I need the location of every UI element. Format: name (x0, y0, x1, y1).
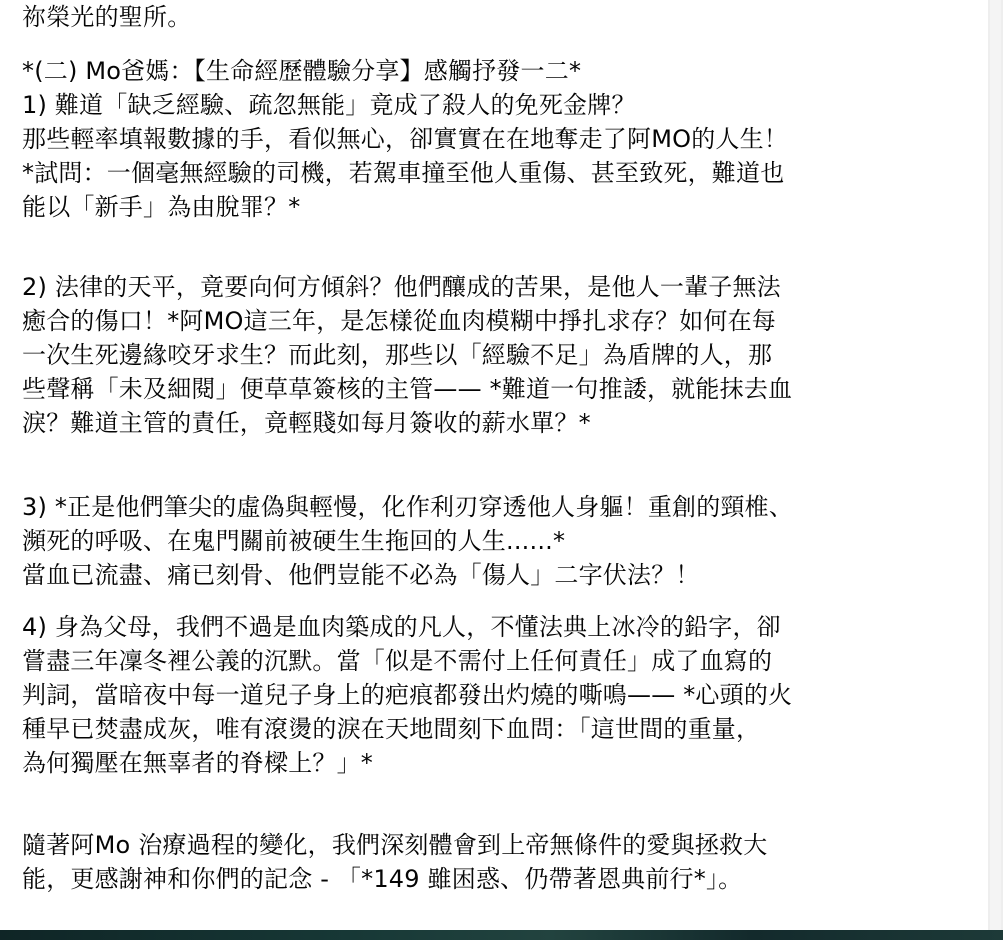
post-text-line: *(二) Mo爸媽：【生命經歷體驗分享】感觸抒發一二* (22, 57, 582, 85)
post-text-line: 瀕死的呼吸、在鬼門關前被硬生生拖回的人生......* (22, 527, 566, 555)
attached-photo[interactable] (0, 930, 1003, 940)
post-text-line: 淚？難道主管的責任，竟輕賤如每月簽收的薪水單？* (22, 409, 591, 437)
post-text-line: 種早已焚盡成灰，唯有滾燙的淚在天地間刻下血問：「這世間的重量， (22, 715, 761, 743)
vertical-scrollbar[interactable] (988, 0, 1003, 930)
post-paragraph (22, 828, 767, 896)
post-text-line: 些聲稱「未及細閱」便草草簽核的主管—— *難道一句推諉，就能抹去血 (22, 375, 793, 403)
scrollbar-thumb[interactable] (990, 0, 1001, 930)
post-text-line: 1) 難道「缺乏經驗、疏忽無能」竟成了殺人的免死金牌？ (22, 91, 636, 119)
post-text-line: 隨著阿Mo 治療過程的變化，我們深刻體會到上帝無條件的愛與拯救大 (22, 831, 768, 859)
post-text-line: 4) 身為父母，我們不過是血肉築成的凡人，不懂法典上冰冷的鉛字，卻 (22, 613, 781, 641)
post-text-line: 嘗盡三年凜冬裡公義的沉默。當「似是不需付上任何責任」成了血寫的 (22, 647, 773, 675)
post-text-line: 一次生死邊緣咬牙求生？而此刻，那些以「經驗不足」為盾牌的人，那 (22, 341, 773, 369)
post-paragraph (22, 270, 792, 440)
post-text-line: *試問：一個毫無經驗的司機，若駕車撞至他人重傷、甚至致死，難道也 (22, 159, 785, 187)
post-paragraph (22, 490, 793, 592)
post-paragraph (22, 54, 788, 224)
post-text-line: 那些輕率填報數據的手，看似無心，卻實實在在地奪走了阿MO的人生！ (22, 125, 788, 153)
post-text-line: 祢榮光的聖所。 (22, 3, 192, 31)
post-text-line: 判詞，當暗夜中每一道兒子身上的疤痕都發出灼燒的嘶鳴—— *心頭的火 (22, 681, 793, 709)
post-text-line: 為何獨壓在無辜者的脊樑上？」* (22, 749, 373, 777)
post-text-line: 3) *正是他們筆尖的虛偽與輕慢，化作利刃穿透他人身軀！重創的頸椎、 (22, 493, 794, 521)
post-text-line: 能以「新手」為由脫罪？* (22, 193, 301, 221)
post-text-line: 當血已流盡、痛已刻骨、他們豈能不必為「傷人」二字伏法？！ (22, 561, 700, 589)
post-text-line: 2) 法律的天平，竟要向何方傾斜？他們釀成的苦果，是他人一輩子無法 (22, 273, 781, 301)
post-paragraph (22, 0, 191, 34)
post-text-line: 癒合的傷口！*阿MO這三年，是怎樣從血肉模糊中掙扎求存？如何在每 (22, 307, 776, 335)
post-text-line: 能，更感謝神和你們的記念 - 「*149 雖困惑、仍帶著恩典前行*」。 (22, 865, 743, 893)
post-paragraph (22, 610, 792, 780)
